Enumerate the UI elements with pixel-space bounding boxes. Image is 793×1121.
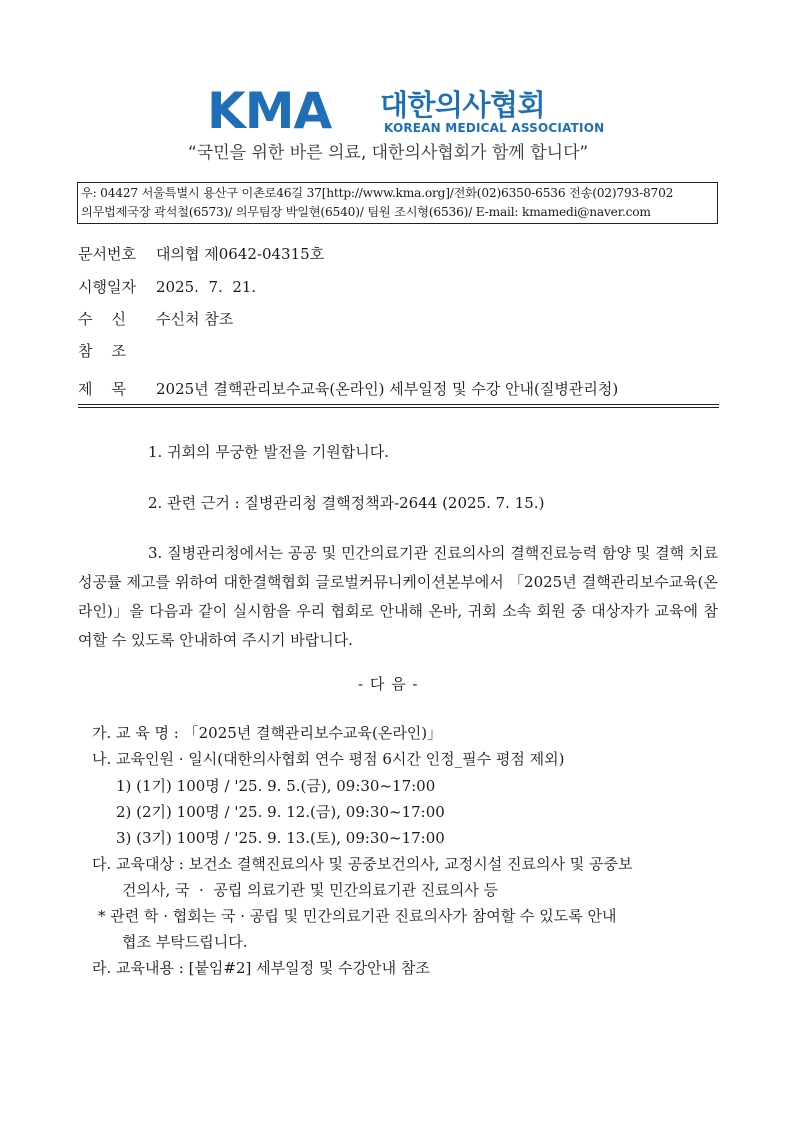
item-course-name: 가. 교 육 명 : 「2025년 결핵관리보수교육(온라인)」 bbox=[92, 724, 443, 742]
slogan: “국민을 위한 바른 의료, 대한의사협회가 함께 합니다” bbox=[188, 143, 589, 163]
schedule-1: 1) (1기) 100명 / '25. 9. 5.(금), 09:30~17:00 bbox=[116, 777, 436, 795]
subject-label: 제 목 bbox=[78, 380, 127, 398]
item-schedule: 나. 교육인원 · 일시(대한의사협회 연수 평점 6시간 인정_필수 평점 제외) bbox=[92, 750, 565, 768]
date-row bbox=[78, 276, 256, 298]
contact-address-line: 우: 04427 서울특별시 용산구 이촌로46길 37[http://www.kma.org]/전화(02)6350-6536 전송(02)793-8702 bbox=[81, 186, 674, 200]
org-name-korean: 대한의사협회 bbox=[380, 88, 546, 122]
doc-number: 대의협 제0642-04315호 bbox=[156, 245, 325, 263]
subject-divider bbox=[78, 404, 719, 408]
reference-row bbox=[78, 340, 156, 362]
paragraph-1: 1. 귀회의 무궁한 발전을 기원합니다. bbox=[148, 443, 390, 461]
date-value: 2025. 7. 21. bbox=[156, 278, 257, 296]
item-target-line1: 다. 교육대상 : 보건소 결핵진료의사 및 공중보건의사, 교정시설 진료의사 및 공중보 bbox=[92, 855, 633, 873]
item-content: 라. 교육내용 : [붙임#2] 세부일정 및 수강안내 참조 bbox=[92, 959, 430, 977]
schedule-2: 2) (2기) 100명 / '25. 9. 12.(금), 09:30~17:00 bbox=[116, 803, 445, 821]
item-target-line2: 건의사, 국 · 공립 의료기관 및 민간의료기관 진료의사 등 bbox=[122, 881, 498, 899]
date-label: 시행일자 bbox=[78, 278, 136, 296]
recipient-value: 수신처 참조 bbox=[156, 310, 234, 328]
doc-number-label: 문서번호 bbox=[78, 245, 136, 263]
note-line2: 협조 부탁드립니다. bbox=[122, 933, 248, 951]
kma-logo: KMA bbox=[207, 82, 332, 140]
next-heading: - 다 음 - bbox=[358, 675, 419, 693]
note-line1: * 관련 학 · 협회는 국 · 공립 및 민간의료기관 진료의사가 참여할 수 있도록 안내 bbox=[98, 907, 617, 925]
contact-staff-line: 의무법제국장 곽석철(6573)/ 의무팀장 박일현(6540)/ 팀원 조시형(6536)/ E-mail: kmamedi@naver.com bbox=[81, 205, 651, 219]
contact-box bbox=[77, 182, 718, 224]
subject-value: 2025년 결핵관리보수교육(온라인) 세부일정 및 수강 안내(질병관리청) bbox=[156, 380, 619, 398]
doc-number-row bbox=[78, 243, 324, 265]
subject-row bbox=[78, 378, 618, 400]
schedule-3: 3) (3기) 100명 / '25. 9. 13.(토), 09:30~17:00 bbox=[116, 829, 445, 847]
paragraph-2: 2. 관련 근거 : 질병관리청 결핵정책과-2644 (2025. 7. 15.) bbox=[148, 494, 545, 512]
reference-label: 참 조 bbox=[78, 342, 127, 360]
org-name-english: KOREAN MEDICAL ASSOCIATION bbox=[384, 121, 605, 135]
recipient-row bbox=[78, 308, 233, 330]
recipient-label: 수 신 bbox=[78, 310, 127, 328]
paragraph-3: 3. 질병관리청에서는 공공 및 민간의료기관 진료의사의 결핵진료능력 함양 및 결핵 치료성공률 제고를 위하여 대한결핵협회 글로벌커뮤니케이션본부에서 「2025년 결핵관리보수교육(온라인)」을 다음과 같이 실시함을 우리 협회로 안내해 온바, 귀회 소속 회원 중 대상자가 교육에 참여할 수 있도록 안내하여 주시기 바랍니다. bbox=[78, 544, 718, 649]
